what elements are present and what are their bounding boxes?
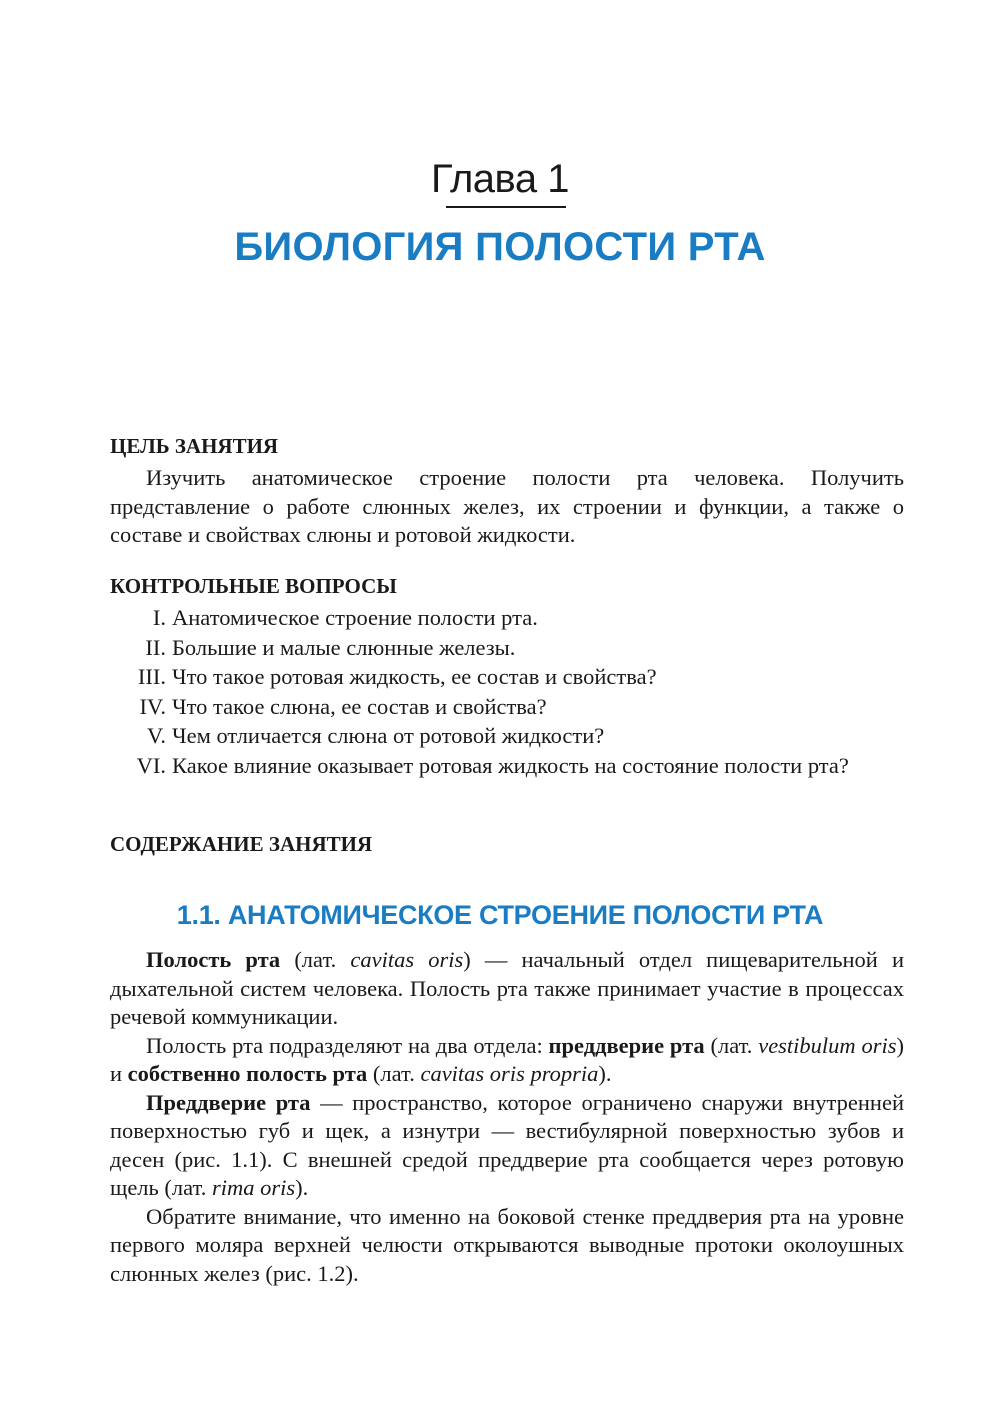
- text-fragment: ).: [598, 1061, 612, 1086]
- question-number: IV.: [139, 693, 166, 719]
- text-fragment: (лат.: [280, 947, 351, 972]
- paragraph-divisions: [110, 1032, 904, 1089]
- question-item: [110, 721, 904, 751]
- question-number: III.: [137, 664, 166, 689]
- section-body: [110, 946, 904, 1288]
- question-item: [110, 751, 904, 781]
- text-fragment: (лат.: [367, 1061, 421, 1086]
- question-text: Большие и малые слюнные железы.: [172, 634, 516, 660]
- chapter-title: БИОЛОГИЯ ПОЛОСТИ РТА: [234, 225, 766, 269]
- term-vestibule: преддверие рта: [548, 1032, 705, 1058]
- question-item: [110, 603, 904, 633]
- term-proper-cavity: собственно полость рта: [127, 1061, 368, 1086]
- goal-block: [110, 464, 904, 550]
- goal-text: Изучить анатомическое строение полости рта человека. Получить представление о работе слюнных желез, их строении и функции, а также о составе и свойствах слюны и ротовой жидкости.: [110, 465, 904, 547]
- questions-heading: КОНТРОЛЬНЫЕ ВОПРОСЫ: [110, 574, 397, 598]
- question-text: Что такое ротовая жидкость, ее состав и свойства?: [172, 664, 657, 689]
- chapter-underline: [446, 206, 566, 208]
- question-item: [110, 633, 904, 663]
- question-item: [110, 692, 904, 722]
- question-item: [110, 662, 904, 692]
- text-fragment: ).: [295, 1175, 309, 1200]
- paragraph-note: Обратите внимание, что именно на боковой стенке преддверия рта на уровне первого моляра верхней челюсти открываются выводные протоки околоушных слюнных желез (рис. 1.2).: [110, 1203, 904, 1286]
- chapter-label: Глава 1: [431, 157, 569, 201]
- question-number: II.: [145, 634, 166, 660]
- question-number: VI.: [136, 752, 166, 778]
- term-vestibule-def: Преддверие рта: [146, 1089, 311, 1115]
- latin-term: cavitas oris propria: [420, 1061, 599, 1086]
- text-fragment: ) — начальный отдел пищеварительной и дыхательной систем человека. Полость рта также принимает участие в процессах речевой коммуникации.: [110, 947, 904, 1029]
- paragraph-cavity: [110, 946, 904, 1032]
- section-title: 1.1. АНАТОМИЧЕСКОЕ СТРОЕНИЕ ПОЛОСТИ РТА: [176, 900, 824, 930]
- latin-term: vestibulum oris: [758, 1032, 897, 1058]
- goal-heading: ЦЕЛЬ ЗАНЯТИЯ: [110, 434, 279, 458]
- question-text: Чем отличается слюна от ротовой жидкости?: [172, 723, 605, 748]
- paragraph-vestibule: [110, 1089, 904, 1203]
- text-fragment: Полость рта подразделяют на два отдела:: [146, 1032, 549, 1058]
- question-text: Что такое слюна, ее состав и свойства?: [172, 693, 547, 719]
- text-fragment: ) и: [110, 1032, 905, 1086]
- question-text: Анатомическое строение полости рта.: [172, 605, 538, 630]
- question-number: I.: [152, 605, 166, 630]
- question-text: Какое влияние оказывает ротовая жидкость на состояние полости рта?: [172, 752, 849, 778]
- term-cavity: Полость рта: [146, 947, 281, 972]
- questions-list: [110, 603, 904, 780]
- text-fragment: — пространство, которое ограничено снаружи внутренней поверхностью губ и щек, а изнутри — вестибулярной поверхностью зубов и десен (рис. 1.1). С внешней средой преддверие рта сообщается через ротовую щель (лат.: [110, 1089, 904, 1200]
- latin-term: rima oris: [211, 1175, 296, 1200]
- question-number: V.: [147, 723, 166, 748]
- content-heading: СОДЕРЖАНИЕ ЗАНЯТИЯ: [110, 832, 373, 856]
- latin-term: cavitas oris: [350, 947, 464, 972]
- text-fragment: (лат.: [704, 1032, 759, 1058]
